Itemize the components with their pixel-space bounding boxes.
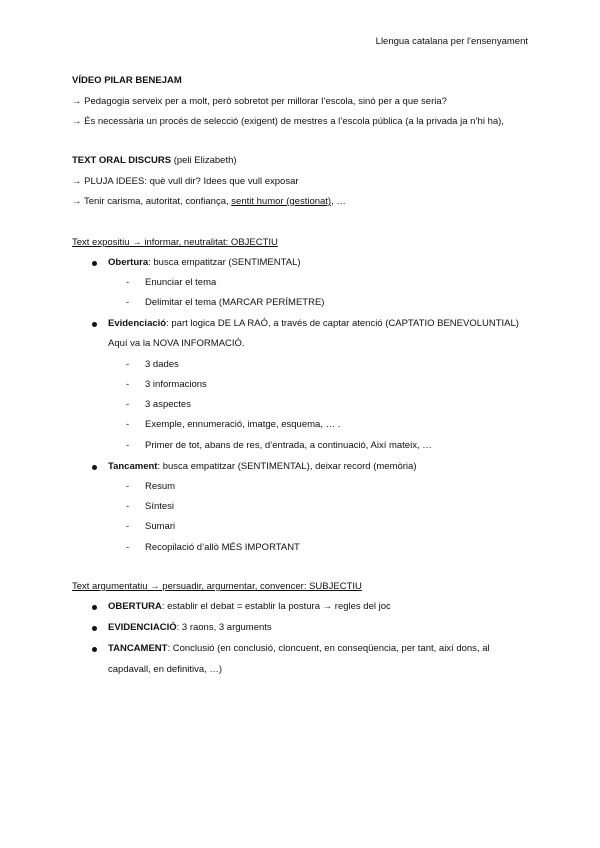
argumentatiu-obertura-text: : establir el debat = establir la postura → regles del joc	[161, 601, 391, 612]
argumentatiu-tancament-text: : Conclusió (en conclusió, cloncuent, en conseqüencia, per tant, així dons, al	[167, 643, 490, 654]
expositiu-tancament-label: Tancament	[108, 461, 158, 472]
video-line-2: → És necessària un procés de selecció (exigent) de mestres a l’escola pública (a la privada ja n’hi ha),	[72, 116, 504, 127]
dash-marker: -	[126, 297, 130, 308]
dash-marker: -	[126, 277, 130, 288]
expositiu-obertura	[108, 257, 301, 268]
dash-marker: -	[126, 501, 130, 512]
expositiu-evidenciacio-item: Primer de tot, abans de res, d’entrada, a continuació, Així mateix, …	[145, 440, 432, 451]
expositiu-tancament	[108, 461, 416, 472]
bullet-dot	[92, 626, 97, 631]
argumentatiu-evidenciacio	[108, 622, 272, 633]
oral-line-2	[72, 196, 346, 207]
oral-line-1: → PLUJA IDEES: què vull dir? Idees que vull exposar	[72, 176, 299, 187]
bullet-dot	[92, 261, 97, 266]
argumentatiu-heading: Text argumentatiu → persuadir, argumentar, convencer: SUBJECTIU	[72, 581, 362, 592]
dash-marker: -	[126, 379, 130, 390]
video-title: VÍDEO PILAR BENEJAM	[72, 75, 182, 86]
dash-marker: -	[126, 542, 130, 553]
expositiu-obertura-item: Delimitar el tema (MARCAR PERÍMETRE)	[145, 297, 325, 308]
expositiu-tancament-item: Síntesi	[145, 501, 175, 512]
expositiu-tancament-item: Resum	[145, 481, 176, 492]
expositiu-evidenciacio-item: 3 aspectes	[145, 399, 191, 410]
dash-marker: -	[126, 521, 130, 532]
expositiu-obertura-label: Obertura	[108, 257, 149, 268]
argumentatiu-tancament	[108, 643, 490, 654]
expositiu-heading: Text expositiu → informar, neutralitat: OBJECTIU	[72, 237, 278, 248]
expositiu-tancament-item: Sumari	[145, 521, 176, 532]
argumentatiu-tancament-label: TANCAMENT	[108, 643, 168, 654]
dash-marker: -	[126, 399, 130, 410]
oral-title-bold: TEXT ORAL DISCURS	[72, 155, 172, 166]
expositiu-obertura-text: : busca empatitzar (SENTIMENTAL)	[148, 257, 301, 268]
oral-line-2-pre: → Tenir carisma, autoritat, confiança,	[72, 196, 232, 207]
bullet-dot	[92, 465, 97, 470]
bullet-dot	[92, 605, 97, 610]
bullet-dot	[92, 647, 97, 652]
dash-marker: -	[126, 419, 130, 430]
page-header: Llengua catalana per l'ensenyament	[375, 36, 528, 47]
dash-marker: -	[126, 359, 130, 370]
expositiu-obertura-item: Enunciar el tema	[145, 277, 217, 288]
expositiu-evidenciacio-item: 3 dades	[145, 359, 179, 370]
oral-line-2-post: , …	[331, 196, 346, 207]
argumentatiu-obertura	[108, 601, 391, 612]
bullet-dot	[92, 322, 97, 327]
expositiu-evidenciacio-text: : part logica DE LA RAÓ, a través de captar atenció (CAPTATIO BENEVOLUNTIAL)	[166, 318, 519, 329]
argumentatiu-evidenciacio-label: EVIDENCIACIÓ	[108, 622, 177, 633]
expositiu-tancament-text: : busca empatitzar (SENTIMENTAL), deixar record (memòria)	[157, 461, 417, 472]
argumentatiu-tancament-text-2: capdavall, en definitiva, …)	[108, 664, 223, 675]
expositiu-evidenciacio-text-2: Aquí va la NOVA INFORMACIÓ.	[108, 338, 245, 349]
oral-title-rest: (peli Elizabeth)	[171, 155, 237, 166]
oral-line-2-underlined: sentit humor (gestionat)	[231, 196, 332, 207]
dash-marker: -	[126, 481, 130, 492]
expositiu-tancament-item: Recopilació d’allò MÉS IMPORTANT	[145, 542, 300, 553]
video-line-1: → Pedagogia serveix per a molt, però sobretot per millorar l’escola, sinó per a que seria?	[72, 96, 447, 107]
expositiu-evidenciacio	[108, 318, 519, 329]
dash-marker: -	[126, 440, 130, 451]
oral-title	[72, 155, 237, 166]
expositiu-evidenciacio-label: Evidenciació	[108, 318, 167, 329]
expositiu-evidenciacio-item: 3 informacions	[145, 379, 207, 390]
argumentatiu-obertura-label: OBERTURA	[108, 601, 162, 612]
expositiu-evidenciacio-item: Exemple, ennumeració, imatge, esquema, … .	[145, 419, 341, 430]
argumentatiu-evidenciacio-text: : 3 raons, 3 arguments	[176, 622, 272, 633]
